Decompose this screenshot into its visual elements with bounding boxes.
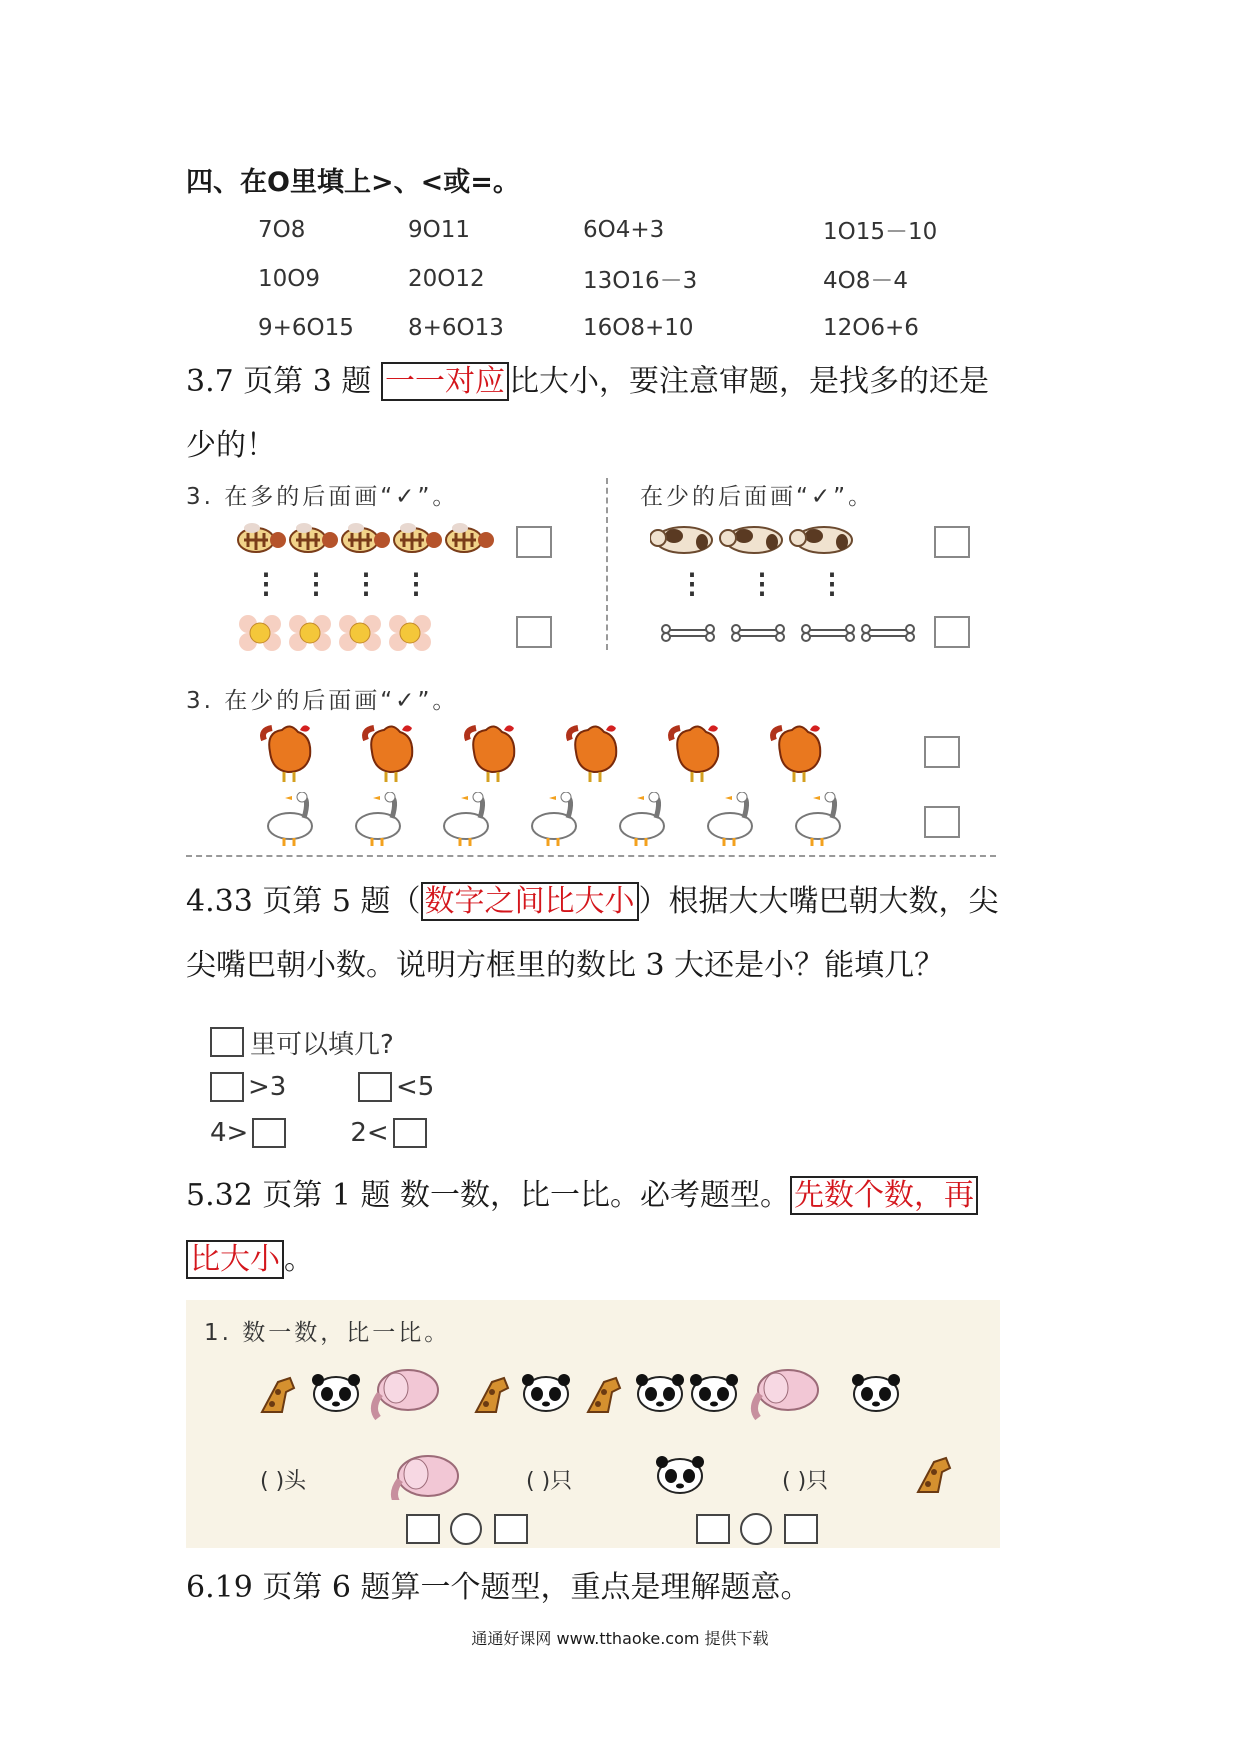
goose-icon <box>444 792 488 846</box>
comparison-item: 4O8－4 <box>823 268 909 294</box>
dog-row <box>650 522 870 558</box>
elephant-icon <box>386 1450 466 1500</box>
comparison-item: 10O9 <box>258 265 321 292</box>
item5-paragraph <box>186 1164 1066 1292</box>
item5-text: 5.32 页第 1 题 数一数，比一比。必考题型。 <box>186 1178 791 1213</box>
flower-icon <box>239 615 281 651</box>
answer-box[interactable] <box>934 616 970 648</box>
dots-icon: ⋮ <box>352 567 380 600</box>
comparison-item: 7O8 <box>258 216 306 243</box>
elephant-icon <box>754 1370 818 1418</box>
item3-line2: 少的！ <box>186 428 276 463</box>
dog-icon <box>720 527 782 553</box>
exercise-title-fewer: 在少的后面画“✓”。 <box>640 484 875 510</box>
answer-box[interactable] <box>406 1514 440 1544</box>
rooster-icon <box>263 725 310 782</box>
panda-icon <box>522 1374 570 1411</box>
goose-row <box>262 792 902 850</box>
dots-icon: ⋮ <box>402 567 430 600</box>
answer-box[interactable] <box>252 1118 286 1148</box>
answer-box[interactable] <box>516 616 552 648</box>
fill-expr: 4> <box>210 1118 249 1148</box>
item4-text-after: ）根据大大嘴巴朝大数，尖 <box>638 884 999 919</box>
item6-paragraph: 6.19 页第 6 题算一个题型，重点是理解题意。 <box>186 1570 811 1605</box>
answer-box[interactable] <box>924 736 960 768</box>
answer-box[interactable] <box>358 1072 392 1102</box>
goose-icon <box>708 792 752 846</box>
item3-text: 3.7 页第 3 题 <box>186 364 381 399</box>
dots-icon: ⋮ <box>678 567 706 600</box>
dots-icon: ⋮ <box>302 567 330 600</box>
comparison-item: 8+6O13 <box>408 314 504 341</box>
item5-highlight: 先数个数，再 <box>790 1176 978 1215</box>
comparison-item: 9+6O15 <box>258 314 354 341</box>
rooster-icon <box>671 725 718 782</box>
giraffe-icon <box>588 1378 620 1412</box>
section-title: 四、在O里填上>、<或=。 <box>186 167 520 198</box>
item3-text-after: 比大小，要注意审题，是找多的还是 <box>508 364 989 399</box>
giraffe-icon <box>476 1378 508 1412</box>
dots-icon: ⋮ <box>252 567 280 600</box>
flower-icon <box>339 615 381 651</box>
panda-icon <box>852 1374 900 1411</box>
giraffe-icon <box>262 1378 294 1412</box>
animal-row <box>256 1366 976 1426</box>
item4-paragraph <box>186 870 1066 998</box>
bone-icon <box>802 625 854 641</box>
panda-icon <box>652 1450 712 1496</box>
dots-icon: ⋮ <box>748 567 776 600</box>
answer-box[interactable] <box>696 1514 730 1544</box>
dog-icon <box>790 527 852 553</box>
divider <box>606 478 608 650</box>
rooster-icon <box>773 725 820 782</box>
footer: 通通好课网 www.tthaoke.com 提供下载 <box>471 1629 769 1648</box>
answer-box[interactable] <box>516 526 552 558</box>
rooster-icon <box>365 725 412 782</box>
count-compare-exercise <box>186 1300 1000 1548</box>
panda-icon <box>690 1374 738 1411</box>
item3-highlight: 一一对应 <box>381 362 509 401</box>
comparison-item: 1O15－10 <box>823 219 938 245</box>
item3-paragraph <box>186 350 1066 478</box>
comparison-item: 6O4+3 <box>583 216 665 243</box>
bone-icon <box>732 625 784 641</box>
grid-row <box>258 303 978 352</box>
item5-highlight-2: 比大小 <box>186 1240 284 1279</box>
rooster-icon <box>569 725 616 782</box>
answer-box[interactable] <box>934 526 970 558</box>
comparison-item: 13O16－3 <box>583 268 698 294</box>
blank-elephant: ( )头 <box>260 1469 307 1494</box>
flower-icon <box>289 615 331 651</box>
exercise-title-more: 3. 在多的后面画“✓”。 <box>186 484 459 510</box>
divider <box>186 855 996 857</box>
answer-box[interactable] <box>393 1118 427 1148</box>
rooster-row <box>260 722 860 786</box>
answer-box[interactable] <box>924 806 960 838</box>
exercise-title: 1. 数一数，比一比。 <box>204 1320 451 1346</box>
comparison-item: 16O8+10 <box>583 314 694 341</box>
dog-icon <box>650 527 712 553</box>
item4-text: 4.33 页第 5 题（ <box>186 884 421 919</box>
goose-icon <box>356 792 400 846</box>
blank-giraffe: ( )只 <box>782 1469 829 1494</box>
goose-icon <box>620 792 664 846</box>
bee-icon <box>394 523 442 552</box>
item4-highlight: 数字之间比大小 <box>421 882 639 921</box>
comparison-item: 20O12 <box>408 265 485 292</box>
fill-expr: <5 <box>396 1072 435 1102</box>
bone-row <box>660 622 920 646</box>
bee-icon <box>290 523 338 552</box>
bee-icon <box>238 523 286 552</box>
answer-box[interactable] <box>210 1072 244 1102</box>
grid-row <box>258 205 978 254</box>
bee-icon <box>446 523 494 552</box>
elephant-icon <box>374 1370 438 1418</box>
item4-line2: 尖嘴巴朝小数。说明方框里的数比 3 大还是小？能填几？ <box>186 948 945 983</box>
panda-icon <box>312 1374 360 1411</box>
comparison-item: 12O6+6 <box>823 314 919 341</box>
grid-row <box>258 254 978 303</box>
exercise-title-fewer-2: 3. 在少的后面画“✓”。 <box>186 688 459 714</box>
goose-icon <box>796 792 840 846</box>
compare-circle[interactable] <box>450 1513 482 1545</box>
flower-icon <box>389 615 431 651</box>
giraffe-icon <box>908 1450 968 1500</box>
fill-question <box>210 1020 434 1156</box>
comparison-item: 9O11 <box>408 216 471 243</box>
fill-expr: 2< <box>350 1118 389 1148</box>
comparison-grid <box>258 205 978 352</box>
flower-row <box>236 612 456 656</box>
answer-box[interactable] <box>210 1027 244 1057</box>
fill-expr: >3 <box>248 1072 287 1102</box>
panda-icon <box>636 1374 684 1411</box>
answer-box[interactable] <box>494 1514 528 1544</box>
rooster-icon <box>467 725 514 782</box>
compare-circle[interactable] <box>740 1513 772 1545</box>
bone-icon <box>862 625 914 641</box>
bee-row <box>236 520 506 560</box>
item5-after: 。 <box>284 1242 314 1277</box>
blank-panda: ( )只 <box>526 1469 573 1494</box>
fill-title: 里可以填几? <box>250 1029 394 1060</box>
answer-box[interactable] <box>784 1514 818 1544</box>
bee-icon <box>342 523 390 552</box>
bone-icon <box>662 625 714 641</box>
goose-icon <box>268 792 312 846</box>
dots-icon: ⋮ <box>818 567 846 600</box>
goose-icon <box>532 792 576 846</box>
